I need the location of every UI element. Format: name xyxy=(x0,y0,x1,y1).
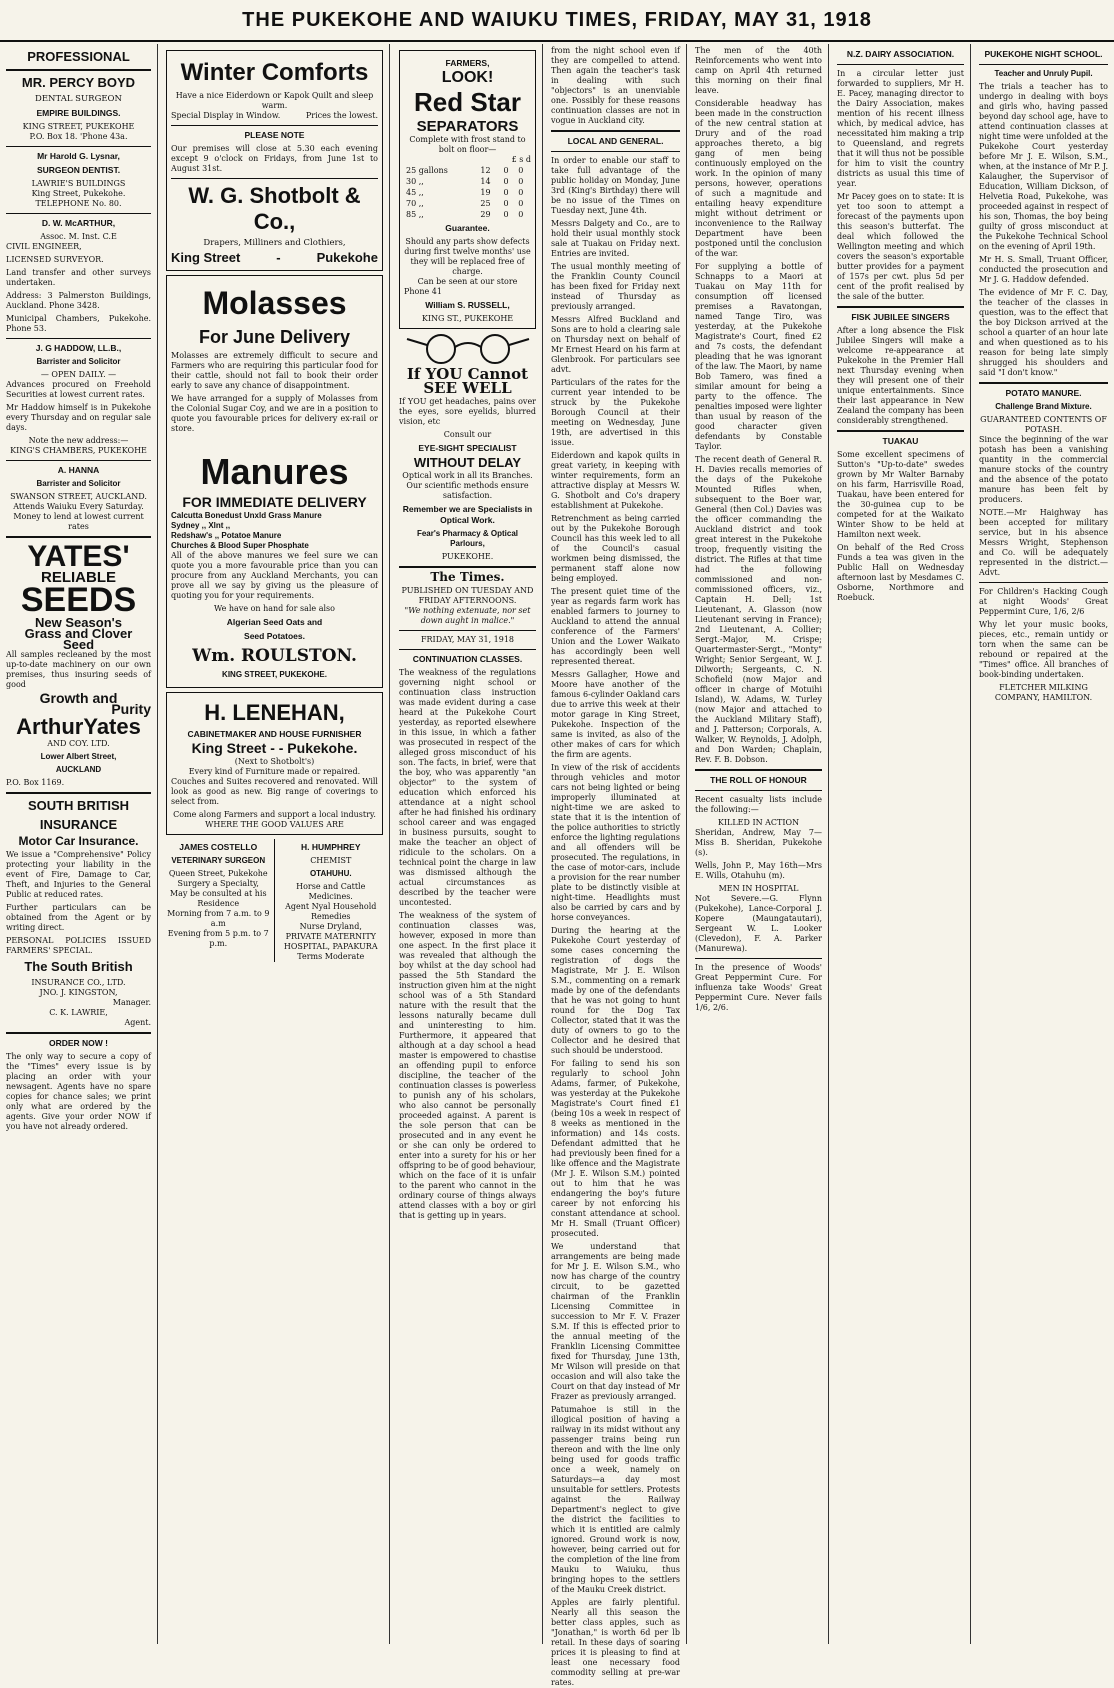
lysnar-phone: TELEPHONE No. 80. xyxy=(35,199,122,208)
yates-line: AUCKLAND xyxy=(55,765,102,774)
potato-text: NOTE.—Mr Haighway has been accepted for military service, but in his absence Messrs Wright, Stephenson and Co. will be adequately represented in the district.—Advt. xyxy=(979,508,1108,577)
night-title: PUKEKOHE NIGHT SCHOOL. xyxy=(984,49,1103,59)
price-cell: 70 ,, xyxy=(406,199,424,208)
haddow-line: KING'S CHAMBERS, PUKEKOHE xyxy=(10,446,147,455)
costello-title: JAMES COSTELLO xyxy=(179,842,258,852)
price-cell: 45 ,, xyxy=(406,188,424,197)
manures-line: Algerian Seed Oats and xyxy=(226,617,323,627)
fletcher-line: FLETCHER MILKING COMPANY, HAMILTON. xyxy=(994,683,1093,702)
yates-line: Purity xyxy=(111,701,151,717)
haddow-line: Mr Haddow himself is in Pukekohe every Thursday and on regular sale days. xyxy=(6,403,151,432)
local-text: For failing to send his son regularly to school John Adams, farmer, of Pukekohe, was yesterday at the Pukekohe Magistrate's Court fined £1 (being 10s a week in respect of 8 weeks as mentioned in the information) and 14s costs. Defendant admitted that he had previously been fined for a like offence and the Magistrate (Mr J. E. Wilson S.M.) pointed out to him that he was endangering the boy's future career by not enforcing his constant attendance at school. Mr H. Small (Truant Officer) prosecuted. xyxy=(551,1059,680,1238)
humphrey-line: Agent Nyal Household Remedies xyxy=(285,902,377,921)
local-text: Messrs Alfred Buckland and Sons are to hold a clearing sale on Thursday next on behalf of Mr Ernest Heard on his farm at Glenbrook. For particulars see advt. xyxy=(551,315,680,374)
manures-line: We have on hand for sale also xyxy=(214,604,335,613)
haddow-line: — OPEN DAILY. — xyxy=(40,370,117,379)
costello-line: Surgery a Specialty, xyxy=(177,879,259,888)
roll-text: Not Severe.—G. Flynn (Pukekohe), Lance-Corporal J. Kopere (Maungatautari), Sergeant W. L. Looker (Clevedon), F. A. Parker (Manurewa). xyxy=(695,894,822,953)
times-motto: "We nothing extenuate, nor set down aught in malice." xyxy=(404,606,531,625)
haddow-line: Note the new address:— xyxy=(28,436,129,445)
order-text: The only way to secure a copy of the "Times" every issue is by placing an order with your newsagent. Agents have no spare copies for chance sales; we print only what are ordered by the agents. Give your order NOW if you have not already ordered. xyxy=(6,1052,151,1131)
sb-line: Manager. xyxy=(112,998,151,1007)
redstar-line: Complete with frost stand to bolt on floor— xyxy=(409,135,526,154)
local-text: In view of the risk of accidents through vehicles and motor cars not being lighted or being improperly illuminated at night-time we are asked to state that it is the intention of the police authorities to strictly enforce the lighting regulations and all offenders will be prosecuted. The regulations, in the case of motor-cars, include a provision for the rear number plate to be distinctly visible at night-time. Headlights must also be carried by cars and by horse conveyances. xyxy=(551,763,680,922)
column-dairy xyxy=(831,44,971,1644)
cannot-line: PUKEKOHE. xyxy=(441,552,494,561)
winter-line: Special Display in Window. xyxy=(171,111,281,120)
price-head: £ s d xyxy=(511,155,531,164)
potato-sub: Challenge Brand Mixture. xyxy=(995,402,1092,411)
yates-line: New Season's xyxy=(35,615,122,630)
price-cell: 29 xyxy=(480,210,491,219)
price-cell: 0 xyxy=(518,188,524,197)
price-table xyxy=(404,165,531,220)
humphrey-line: Terms Moderate xyxy=(297,952,365,961)
shotbolt-addr: Pukekohe xyxy=(316,250,378,265)
cannot-line: EYE-SIGHT SPECIALIST xyxy=(418,443,517,453)
sb-text: PERSONAL POLICIES ISSUED FARMERS' SPECIAL. xyxy=(6,936,151,955)
price-cell: 0 xyxy=(503,210,509,219)
guarantee-text: Should any parts show defects during first twelve months' use they will be replaced free of charge. xyxy=(404,237,531,276)
fisk-text: After a long absence the Fisk Jubilee Singers will make a welcome re-appearance at Pukekohe in the Premier Hall next Thursday evening when they will present one of their unique entertainments. Since their last appearance in New Zealand the company has been considerably strengthened. xyxy=(837,326,964,425)
local-text: Messrs Dalgety and Co., are to hold their usual monthly stock sale at Tuakau on Friday next. Entries are invited. xyxy=(551,219,680,258)
price-row xyxy=(404,187,531,198)
manure-item: Redshaw's ,, Potatoe Manure xyxy=(171,531,282,540)
tuakau-title: TUAKAU xyxy=(882,436,919,446)
price-cell: 19 xyxy=(480,188,491,197)
price-cell: 0 xyxy=(503,199,509,208)
order-title: ORDER NOW ! xyxy=(48,1038,109,1048)
price-row xyxy=(404,198,531,209)
roll-hospital: MEN IN HOSPITAL xyxy=(718,884,799,893)
price-cell: 25 gallons xyxy=(406,166,448,175)
price-row xyxy=(404,209,531,220)
boyd-title: DENTAL SURGEON xyxy=(35,94,122,104)
sb-line: INSURANCE CO., LTD. xyxy=(31,978,126,987)
molasses-text: Molasses are extremely difficult to secure and Farmers who are requiring this particular food for their cattle, should not fail to book their order early to save any chance of disappointment. xyxy=(171,351,378,390)
local-text: Particulars of the rates for the current year intended to be struck by the Pukekohe Borough Council at their meeting on Wednesday, June 19th, are advertised in this issue. xyxy=(551,378,680,447)
column-advertisements: Winter Comforts Have a nice Eiderdown or Kapok Quilt and sleep warm. Special Display in Window. Prices the lowest. PLEASE NOTE Our premises will close at 5.30 each evening except 9 o'clock on Fridays, from June 1st to August 31st. W. G. Shotbolt & Co., Drapers, Milliners and Clothiers, King Street - Pukekohe Molasses For June Delivery Molasses are extremely difficult to secure and Farmers who are requiring this particular food for their cattle, should not fail to book their order early to save any chance of disappointment. We have arranged for a supply of Molasses from the Colonial Sugar Coy, and we are in a position to quote you favourable prices for delivery ex-rail or store. Manures FOR IMMEDIATE DELIVERY Calcutta Bonedust Unxld Grass Manure Sydney ,, Xlnt ,, Redshaw's ,, Potatoe Manure Churches & Blood Super Phosphate All of the above manures we feel sure we can quote you a more favourable price than you can procure from any Auckland Merchants, you can prove all we say by giving us the pleasure of quoting you for your requirements. We have on hand for sale also Algerian Seed Oats and Seed Potatoes. Wm. ROULSTON. KING STREET, PUKEKOHE. H. LENEHAN, CABINETMAKER AND HOUSE FURNISHER King Street - - Pukekohe. (Next to Shotbolt's) Every kind of Furniture made or repaired. Couches and Suites recovered and renovated. Will look as good as new. Big range of coverings to select from. Come along Farmers and support a local industry. WHERE THE GOOD VALUES ARE JAMES COSTELLO VETERINARY SURGEON Queen Street, Pukekohe Surgery a Specialty, May be consulted at his Residence Morning from 7 a.m. to 9 a.m Evening from 5 p.m. to 7 p.m. H. HUMPHREY CHEMIST OTAHUHU. Horse and Cattle Medicines. Agent Nyal Household Remedies Nurse Dryland, PRIVATE MATERNITY HOSPITAL, PAPAKURA Terms Moderate xyxy=(160,44,390,1644)
molasses-sub: For June Delivery xyxy=(198,327,351,347)
local-text: In order to enable our staff to take full advantage of the public holiday on Monday, June 3rd (King's Birthday) there will be no issue of the Times on Tuesday next, June 4th. xyxy=(551,156,680,215)
yates-line: Lower Albert Street, xyxy=(40,752,117,761)
price-cell: 0 xyxy=(518,210,524,219)
sb-line: Agent. xyxy=(124,1018,151,1027)
please-note: PLEASE NOTE xyxy=(244,130,305,140)
price-cell: 0 xyxy=(503,177,509,186)
lysnar-address: LAWRIE'S BUILDINGS xyxy=(31,179,126,188)
cannot-line: If YOU get headaches, pains over the eyes, sore eyelids, blurred vision, etc xyxy=(399,397,536,426)
masthead-title: THE PUKEKOHE AND WAIUKU TIMES, FRIDAY, MAY 31, 1918 xyxy=(0,0,1114,42)
manure-item: Calcutta Bonedust Unxld Grass Manure xyxy=(171,511,322,520)
roll-text: In the presence of Woods' Great Peppermint Cure. For influenza take Woods' Great Peppermint Cure. Never fails 1/6, 2/6. xyxy=(695,963,822,1012)
tuakau-text: On behalf of the Red Cross Funds a tea was given in the Public Hall on Wednesday afternoon last by Mesdames C. Osborne, Northmore and Roebuck. xyxy=(837,543,964,602)
lenehan-line: WHERE THE GOOD VALUES ARE xyxy=(205,820,344,829)
local-text: During the hearing at the Pukekohe Court yesterday of some cases concerning the registration of dogs the Magistrate, Mr J. E. Wilson S.M., commenting on a remark made by one of the defendants that he was not going to hunt round for the Dog Tax Collector, stated that it was the duty of owners to go to the Collector and he desired that such should be understood. xyxy=(551,926,680,1055)
note-text: Our premises will close at 5.30 each evening except 9 o'clock on Fridays, from June 1st to August 31st. xyxy=(171,144,378,173)
spectacles-icon xyxy=(403,333,533,365)
lysnar-title: SURGEON DENTIST. xyxy=(36,165,121,175)
manure-item: Churches & Blood Super Phosphate xyxy=(171,541,309,550)
local-text: Retrenchment as being carried out by the Pukekohe Borough Council has this week led to all of the Council's casual workmen being dismissed, the permanent staff alone now being employed. xyxy=(551,514,680,583)
times-line: PUBLISHED ON TUESDAY AND FRIDAY AFTERNOONS. xyxy=(401,586,534,605)
news-text: The recent death of General R. H. Davies recalls memories of the days of the Pukekohe Mounted Rifles when, subsequent to the Boer war, General (then Col.) Davies was the officer commanding the Auckland district and took great interest in the Pukekohe troop, frequently visiting the district. The Rifles at that time had the following commissioned and non-commissioned officers, viz., Captain H. Dell; 1st Lieutenant, A. Glasson (now Lieutenant serving in France); 2nd Lieutenant, A. Collier; Sergt.-Major, M. Crispe; Quartermaster-Sergt., "Monty" Wright; Senior Sergeant, W. J. Dilworth; Sergeants, C. N. Schofield (now Major and officer in charge of Motuihi Island), W. Adams, W. Turley (now Major and attached to the Auckland Military Staff), and J. Patterson; Corporals, A. Walker, W. Reynolds, J. Adolph, and Don Warden; Chaplain, Rev. F. B. Dobson. xyxy=(695,455,822,764)
sb-title: SOUTH BRITISH xyxy=(27,798,130,813)
cannot-line: Consult our xyxy=(443,430,492,439)
lenehan-title: H. LENEHAN, xyxy=(204,700,345,725)
winter-line: Have a nice Eiderdown or Kapok Quilt and sleep warm. xyxy=(175,91,374,110)
yates-line: AND COY. LTD. xyxy=(47,739,110,748)
lenehan-addr: King Street - - Pukekohe. xyxy=(191,740,358,756)
bookbinding-text: Why let your music books, pieces, etc., remain untidy or torn when the same can be rebound or repaired at the "Times" office. All branches of book-binding undertaken. xyxy=(979,620,1108,679)
yates-line: Seed xyxy=(62,637,95,652)
lenehan-sub: CABINETMAKER AND HOUSE FURNISHER xyxy=(187,729,362,739)
column-night-school xyxy=(973,44,1114,1644)
times-title: The Times. xyxy=(430,570,505,584)
humphrey-line: Horse and Cattle Medicines. xyxy=(296,882,366,901)
price-cell: 25 xyxy=(480,199,491,208)
price-cell: 0 xyxy=(503,188,509,197)
column-professional xyxy=(0,44,158,1644)
price-row xyxy=(404,176,531,187)
price-cell: 0 xyxy=(518,199,524,208)
haddow-title: Barrister and Solicitor xyxy=(36,357,121,366)
boyd-street: KING STREET, PUKEKOHE xyxy=(22,122,135,131)
humphrey-line: Nurse Dryland, xyxy=(299,922,362,931)
mcarthur-line: Municipal Chambers, Pukekohe. Phone 53. xyxy=(6,314,151,333)
yates-logo-line3: SEEDS xyxy=(20,581,137,619)
column-mid-ads xyxy=(393,44,543,1644)
roll-title: THE ROLL OF HONOUR xyxy=(710,775,807,785)
mcarthur-line: Land transfer and other surveys undertaken. xyxy=(6,268,151,287)
winter-title: Winter Comforts xyxy=(180,59,369,86)
redstar-sub: SEPARATORS xyxy=(416,118,519,135)
continuation-text: The weakness of the regulations governing night school or continuation class instruction was made evident during a case heard at the Pukekohe Court yesterday, as reported elsewhere in this issue, in which a father was prosecuted in respect of the alleged gross misconduct of his son. The facts, in brief, were that the boy, who was apparently "an objector" to the system of education which enforced his attendance at a night school after he had finished his ordinary school career and was engaged in business pursuits, sought to make the teacher an object of ridicule to the scholars. On a technical point the charge in law was dismissed although the actual circumstances as described by the teacher were uncontested. xyxy=(399,668,536,907)
sb-company: The South British xyxy=(24,959,133,974)
sb-subtitle: INSURANCE xyxy=(39,817,118,832)
lenehan-line: Couches and Suites recovered and renovated. Will look as good as new. Big range of coverings to select from. xyxy=(171,777,378,806)
haddow-line: Advances procured on Freehold Securities at lowest current rates. xyxy=(6,380,151,399)
price-cell: 0 xyxy=(518,166,524,175)
local-title: LOCAL AND GENERAL. xyxy=(567,136,664,146)
mcarthur-line: CIVIL ENGINEER, xyxy=(6,242,82,251)
russell-name: William S. RUSSELL, xyxy=(425,300,510,310)
fisk-title: FISK JUBILEE SINGERS xyxy=(851,312,950,322)
yates-brand: ArthurYates xyxy=(16,714,141,739)
sb-text: We issue a "Comprehensive" Policy protecting your liability in the event of Fire, Damage to Car, Theft, and Injuries to the General Public at reduced rates. xyxy=(6,850,151,899)
tuakau-text: Some excellent specimens of Sutton's "Up-to-date" swedes grown by Mr Walter Barnaby on his farm, Harrisville Road, Tuakau, have been entered for the 30-guinea cup to be competed for at the Waikato Winter Show to be held at Hamilton next week. xyxy=(837,450,964,539)
mcarthur-line: LICENSED SURVEYOR. xyxy=(6,255,104,264)
yates-line: P.O. Box 1169. xyxy=(6,778,65,787)
shotbolt-sub: Drapers, Milliners and Clothiers, xyxy=(203,238,346,248)
local-text: Apples are fairly plentiful. Nearly all this season the better class apples, such as "Jonathan," is worth 6d per lb retail. In these days of soaring prices it is pleasing to find at least one necessary food commodity selling at pre-war rates. xyxy=(551,1598,680,1687)
boyd-phone: P.O. Box 18. 'Phone 43a. xyxy=(29,132,128,141)
haddow-name: J. G HADDOW, LL.B., xyxy=(35,343,122,353)
potato-sub2: GUARANTEED CONTENTS OF POTASH. xyxy=(980,415,1107,434)
phone-text: Phone 41 xyxy=(404,287,442,296)
local-text: The present quiet time of the year as regards farm work has enabled farmers to journey to Auckland to attend the annual conference of the Farmers' Union and the Lower Waikato has accordingly been well represented thereat. xyxy=(551,587,680,666)
lenehan-line: Come along Farmers and support a local industry. xyxy=(173,810,376,819)
professional-heading: PROFESSIONAL xyxy=(27,49,130,64)
price-cell: 0 xyxy=(518,177,524,186)
night-text: Mr H. S. Small, Truant Officer, conducted the prosecution and Mr J. G. Haddow defended. xyxy=(979,255,1108,284)
humphrey-addr: OTAHUHU. xyxy=(309,869,352,878)
local-text: Patumahoe is still in the illogical position of having a railway in its midst without any passenger trains being run thereon and with the line only being used for goods traffic once a week, namely on Saturdays—a day most unsuitable for settlers. Protests against the Railway Department's neglect to give the district the facilities to which it is entitled are calmly ignored. Ground work is now, however, being carried out for the completion of the line from Mauku to Waiuku, thus bringing hopes to the settlers of the Mauku Creek district. xyxy=(551,1405,680,1594)
yates-text: All samples recleaned by the most up-to-date machinery on our own premises, thus insuring seeds of good xyxy=(6,650,151,689)
winter-line: Prices the lowest. xyxy=(305,111,378,120)
price-row xyxy=(404,165,531,176)
sb-motor: Motor Car Insurance. xyxy=(18,834,139,848)
humphrey-line: PRIVATE MATERNITY HOSPITAL, PAPAKURA xyxy=(283,932,378,951)
manures-text: All of the above manures we feel sure we can quote you a more favourable price than you can procure from any Auckland Merchants, you can prove all we say by giving us the pleasure of quoting you for your requirements. xyxy=(171,551,378,600)
yates-logo-line2: RELIABLE xyxy=(41,569,116,586)
times-date: FRIDAY, MAY 31, 1918 xyxy=(420,635,515,644)
continuation-text: The weakness of the system of continuation classes was, however, exposed in more than one aspect. In the first place it was revealed that although the boy whilst at the day school had passed the 5th Standard the instruction given him at the night school was of a 5th Standard nature with the result that the lessons naturally became dull and uninteresting to him. Furthermore, it appeared that although at a day school a head master is empowered to chastise an offending pupil to enforce discipline, the teacher of the continuation classes is powerless to punish any of his scholars, who also cannot be personally proceeded against. A parent is the sole person that can be prosecuted and in any event he or she can only be ordered to enter into a surety for his or her offspring to be of good behaviour, which on the face of it is unfair to the parent who cannot in the ordinary course of things always attend classes with a boy or girl that is getting up in years. xyxy=(399,911,536,1220)
hanna-line: Attends Waiuku Every Saturday. xyxy=(13,502,144,511)
potato-text: Since the beginning of the war potash has been a vanishing quantity in the commercial manure stocks of the country and the absence of the potato manure has been felt by producers. xyxy=(979,435,1108,504)
roulston-name: Wm. ROULSTON. xyxy=(192,646,357,666)
roll-text: Sheridan, Andrew, May 7—Miss B. Sheridan, Pukekohe (s). xyxy=(695,828,822,857)
humphrey-title: H. HUMPHREY xyxy=(300,842,361,852)
potato-title: POTATO MANURE. xyxy=(1005,388,1082,398)
cannot-line: WITHOUT DELAY xyxy=(413,455,522,470)
price-cell: 30 ,, xyxy=(406,177,424,186)
yates-logo-line1: YATES' xyxy=(27,540,130,573)
lenehan-next: (Next to Shotbolt's) xyxy=(234,757,315,766)
column-local-general xyxy=(545,44,687,1687)
manures-sub: FOR IMMEDIATE DELIVERY xyxy=(182,494,367,510)
lysnar-name: Mr Harold G. Lysnar, xyxy=(37,151,120,161)
continuation-title: CONTINUATION CLASSES. xyxy=(412,654,523,664)
boyd-name: MR. PERCY BOYD xyxy=(21,75,136,90)
mcarthur-name: D. W. McARTHUR, xyxy=(41,218,116,228)
manure-item: Sydney ,, Xlnt ,, xyxy=(171,521,231,530)
seen-text: Can be seen at our store xyxy=(417,277,518,286)
cannot-line: Remember we are Specialists in Optical Work. xyxy=(402,504,533,525)
cannot-line: Optical work in all its Branches. xyxy=(402,471,533,480)
local-text: Eiderdown and kapok quilts in great variety, in keeping with winter requirements, form an attractive display at Messrs W. G. Shotbolt and Co's drapery establishment at Pukekohe. xyxy=(551,451,680,510)
news-text: The men of the 40th Reinforcements who went into camp on April 4th returned this morning on their final leave. xyxy=(695,46,822,95)
molasses-title: Molasses xyxy=(202,285,347,321)
column-news xyxy=(689,44,829,1644)
local-text: We understand that arrangements are being made for Mr J. E. Wilson S.M., who now has charge of the country circuit, to be gazetted chairman of the Franklin Licensing Committee in succession to Mr F. V. Frazer S.M. If this is effected prior to the annual meeting of the Franklin Licensing Committee fixed for Thursday, June 13th, Mr Wilson will preside on that occasion and will also take the Court on that day instead of Mr Frazer as previously arranged. xyxy=(551,1242,680,1401)
farmers-line: FARMERS, xyxy=(445,58,490,68)
cannot-title2: SEE WELL xyxy=(423,379,512,397)
hanna-line: Money to lend at lowest current rates xyxy=(13,512,144,531)
price-cell: 85 ,, xyxy=(406,210,424,219)
costello-line: Morning from 7 a.m. to 9 a.m xyxy=(167,909,270,928)
costello-line: Evening from 5 p.m. to 7 p.m. xyxy=(167,929,269,948)
night-sub: Teacher and Unruly Pupil. xyxy=(994,69,1093,78)
night-text: The evidence of Mr F. C. Day, the teacher of the classes in question, was to the effect that the boy Dickson arrived at the school a quarter of an hour late and when questioned as to his reason for being late simply shrugged his shoulders and said "I don't know." xyxy=(979,288,1108,377)
price-cell: 12 xyxy=(480,166,491,175)
guarantee-title: Guarantee. xyxy=(445,223,490,233)
costello-sub: VETERINARY SURGEON xyxy=(171,856,266,865)
redstar-title: Red Star xyxy=(414,87,521,117)
hanna-line: SWANSON STREET, AUCKLAND. xyxy=(10,492,147,501)
sb-line: JNO. J. KINGSTON, xyxy=(39,988,118,997)
roll-text: Recent casualty lists include the following:— xyxy=(695,795,822,814)
yates-line: Grass and Clover xyxy=(24,626,133,641)
cannot-line: Fear's Pharmacy & Optical Parlours, xyxy=(416,529,519,548)
hanna-name: A. HANNA xyxy=(57,465,100,475)
local-text: The usual monthly meeting of the Franklin County Council has been fixed for Friday next instead of Thursday as previously arranged. xyxy=(551,262,680,311)
yates-line: Growth and xyxy=(39,690,118,706)
roll-killed: KILLED IN ACTION xyxy=(717,818,800,827)
farmers-look: LOOK! xyxy=(441,69,494,86)
hanna-title: Barrister and Solicitor xyxy=(36,479,121,488)
night-text: The trials a teacher has to undergo in dealing with boys and girls who, having passed beyond day school age, have to attend continuation classes at night time were unfolded at the Pukekohe Court yesterday before Mr J. E. Wilson, S.M., when, at the instance of Mr P. J. Kalaugher, the Supervisor of Education, William Dickson, of Helvetia Road, Pukekohe, was proceeded against in respect of his son, Thomas, the boy being guilty of gross misconduct at the Pukekohe Technical School on the evening of April 19th. xyxy=(979,82,1108,251)
costello-line: May be consulted at his Residence xyxy=(169,889,267,908)
manures-list xyxy=(171,511,378,551)
article-text: from the night school even if they are compelled to attend. Then again the teacher's task in dealing with such "objectors" is an unenviable one. Possibly for these reasons continuation classes are not in vogue in Auckland city. xyxy=(551,46,680,125)
sb-line: C. K. LAWRIE, xyxy=(49,1008,108,1017)
nz-text: In a circular letter just forwarded to suppliers, Mr H. E. Pacey, managing director to the Dairy Association, makes mention of his recent illness which, by medical advice, has necessitated him making a trip to Queensland, and regrets that it will thus not be possible for him to visit the country districts as usual this time of year. xyxy=(837,69,964,188)
news-text: Considerable headway has been made in the construction of the new central station at Drury and of the road approaches thereto, a big gang of men being continuously employed on the work. In the opinion of many persons, however, operations of such a magnitude and entailing heavy expenditure might without detriment or inconvenience to the Railway Department have been postponed until the conclusion of the war. xyxy=(695,99,822,258)
costello-addr: Queen Street, Pukekohe xyxy=(168,869,268,878)
nz-dairy-title: N.Z. DAIRY ASSOCIATION. xyxy=(846,49,955,59)
boyd-address: EMPIRE BUILDINGS. xyxy=(36,108,121,118)
sb-text: Further particulars can be obtained from the Agent or by writing direct. xyxy=(6,903,151,932)
roulston-addr: KING STREET, PUKEKOHE. xyxy=(222,670,327,679)
price-cell: 14 xyxy=(480,177,491,186)
humphrey-sub: CHEMIST xyxy=(310,856,352,865)
cannot-title: If YOU Cannot xyxy=(406,365,529,383)
lenehan-line: Every kind of Furniture made or repaired. xyxy=(188,767,361,776)
local-text: Messrs Gallagher, Howe and Moore have another of the famous 6-cylinder Oakland cars due to arrive this week at their motor garage in King Street, Pukekohe. Inspection of the same is invited, as also of the other makes of cars for which the firm are agents. xyxy=(551,670,680,759)
lysnar-street: King Street, Pukekohe. xyxy=(31,189,126,198)
news-text: For supplying a bottle of Schnapps to a Maori at Tuakau on May 11th for consumption off licensed premises a Ravatongan, named Tange Tiro, was yesterday, at the Pukekohe Magistrate's Court, fined £2 and 7s costs, the defendant pleading that he was ignorant of the law. The Maori, by name Bob Tamero, was fined a similar amount for being a party to the offence. The penalties imposed were lighter than usual by reason of the good character given defendants by Constable Taylor. xyxy=(695,262,822,451)
mcarthur-line: Address: 3 Palmerston Buildings, Auckland. Phone 3428. xyxy=(6,291,151,310)
mcarthur-title: Assoc. M. Inst. C.E xyxy=(40,232,117,241)
shotbolt-title: W. G. Shotbolt & Co., xyxy=(188,183,361,234)
cannot-line: Our scientific methods ensure satisfaction. xyxy=(406,481,529,500)
molasses-text: We have arranged for a supply of Molasses from the Colonial Sugar Coy, and we are in a position to quote you favourable prices for delivery ex-rail or store. xyxy=(171,394,378,433)
potato-text: For Children's Hacking Cough at night Woods' Great Peppermint Cure, 1/6, 2/6 xyxy=(979,587,1108,616)
manures-title: Manures xyxy=(200,451,349,492)
russell-addr: KING ST., PUKEKOHE xyxy=(421,314,514,323)
roll-text: Wells, John P., May 16th—Mrs E. Wills, Otahuhu (m). xyxy=(695,861,822,880)
manures-line: Seed Potatoes. xyxy=(244,631,305,641)
price-cell: 0 xyxy=(503,166,509,175)
shotbolt-addr: King Street xyxy=(171,250,241,265)
nz-text: Mr Pacey goes on to state: It is yet too soon to attempt a forecast of the payments upon this season's butterfat. The deal which followed the Wellington meeting and which covers the season's exportable butter provides for a payment of 157s per cwt. plus 5d per cent of the profit realised by the sale of the butter. xyxy=(837,192,964,301)
